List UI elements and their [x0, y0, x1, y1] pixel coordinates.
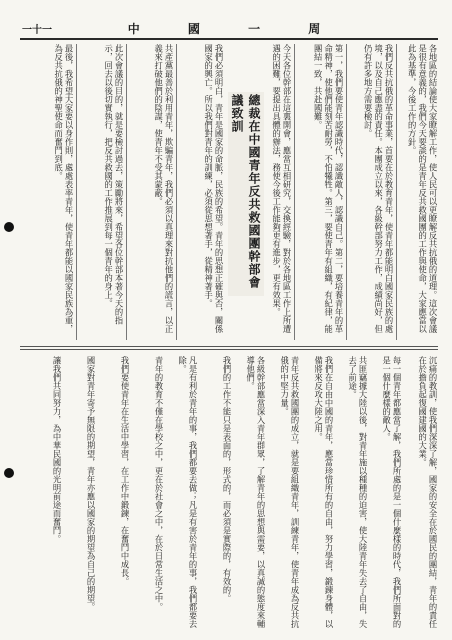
bottom-article-column-8: 凡是有利於青年的事，我們都要去做；凡是有害於青年的事，我們都要去除。	[177, 356, 198, 628]
bottom-article-column-12: 讓我們共同努力，為中華民國的光明前途而奮鬥。	[52, 356, 62, 543]
bottom-article-column-4: 我們在自由中國的青年，應當珍惜所有的自由，努力學習，鍛鍊身體，以備將來反攻大陸之用。	[313, 356, 334, 628]
bottom-article-column-5: 青年反共救國團的成立，就是要組織青年，訓練青年，使青年成為反共抗俄的中堅力量。	[279, 356, 300, 628]
bottom-article-column-6: 各級幹部應當深入青年群眾，了解青年的思想與需要，以真誠的態度來輔導他們。	[245, 356, 266, 628]
publication-title: 中 國 一 周	[127, 21, 343, 36]
bottom-article-column-3: 共匪竊據大陸以後，對青年施以種種的迫害，使大陸青年失去了自由，失去了前途。	[347, 356, 368, 628]
binder-hole-bottom	[4, 468, 14, 478]
top-article-column-5: 我們必須明白，青年是國家的命脈，民族的希望。青年的思想正確與否，關係國家的興亡。所以我們對青年的訓練，必須從思想著手，從精神著手。	[203, 44, 224, 333]
article-title: 總裁在中國青年反共救國團幹部會議致訓	[228, 92, 264, 296]
column-divider	[126, 44, 127, 340]
page-header	[22, 18, 438, 38]
bottom-article-column-1: 沉痛的教訓，使我們深深了解，國家的安全在於國民的團結，青年的責任在於擔負起復國建國的大業。	[417, 356, 438, 628]
top-article-column-1: 各地區的結論使大家瞭解工作，使人民可以更瞭解反共抗俄的道理。這次會議是很有意義的，我們今天要談的是青年反共救國團的工作與使命，大家應當以此為基準，今後工作的方針。	[407, 44, 438, 333]
column-divider	[396, 44, 397, 340]
top-article-column-3: 第一，我們要使青年認識時代，認識敵人，認識自己。第二，要培養青年的革命精神，使他們能刻苦耐勞，不怕犧牲。第三，要使青年有組織，有紀律，能團結一致，共赴國難。	[313, 44, 344, 333]
binder-hole-top	[4, 222, 14, 232]
top-article-column-7: 此次會議的目的，就是要檢討過去，策勵將來，希望各位幹部本著今天的指示，回去以後切實執行，把反共救國的工作推展到每一個青年的身上。	[103, 44, 124, 325]
column-divider	[76, 44, 77, 340]
bottom-article-column-2: 每一個青年都應當了解，我們所處的是一個什麼樣的時代，我們所面對的是一個什麼樣的敵人。	[381, 356, 402, 628]
top-article-column-2: 我們反共抗俄的革命事業，首要在於教育青年，使青年都能明白國家民族的處境，以及自己應盡的責任。本團成立以來，各級幹部努力工作，成績尚好，但仍有許多地方需要檢討。	[363, 44, 394, 333]
top-article-column-4: 今天各位幹部在這裏開會，應當互相研究，交換經驗，對於各地區工作上所遭遇的困難，要提出具體的辦法，務使今後工作能夠更有進步，更有效果。	[271, 44, 292, 333]
page-number: 一十一	[22, 24, 52, 36]
header-rule	[20, 38, 438, 40]
top-article-column-8: 最後，我希望大家要以身作則，處處表率青年，使青年都能以國家民族為重，為反共抗俄的神聖使命而奮鬥到底。	[53, 44, 74, 333]
section-rule-double	[20, 349, 438, 350]
section-rule	[20, 346, 438, 347]
bottom-article-column-9: 青年的教育不僅在學校之中，更在於社會之中，在於日常生活之中。	[154, 356, 164, 611]
bottom-article-column-10: 我們要使青年在生活中學習，在工作中鍛鍊，在奮鬥中成長。	[120, 356, 130, 586]
column-divider	[176, 44, 177, 340]
bottom-article-column-11: 國家對青年寄予無限的期望，青年亦應以國家的期望為自己的期望。	[86, 356, 96, 611]
top-article-column-6: 共產黨最善於利用青年，欺騙青年，我們必須以真理來對抗他們的謊言，以正義來打破他們的陰謀，使青年不受其蒙蔽。	[153, 44, 174, 333]
column-divider	[294, 44, 295, 340]
bottom-article-column-7: 我們的工作不能只是表面的，形式的，而必須是實際的，有效的。	[222, 356, 232, 603]
column-divider	[346, 44, 347, 340]
